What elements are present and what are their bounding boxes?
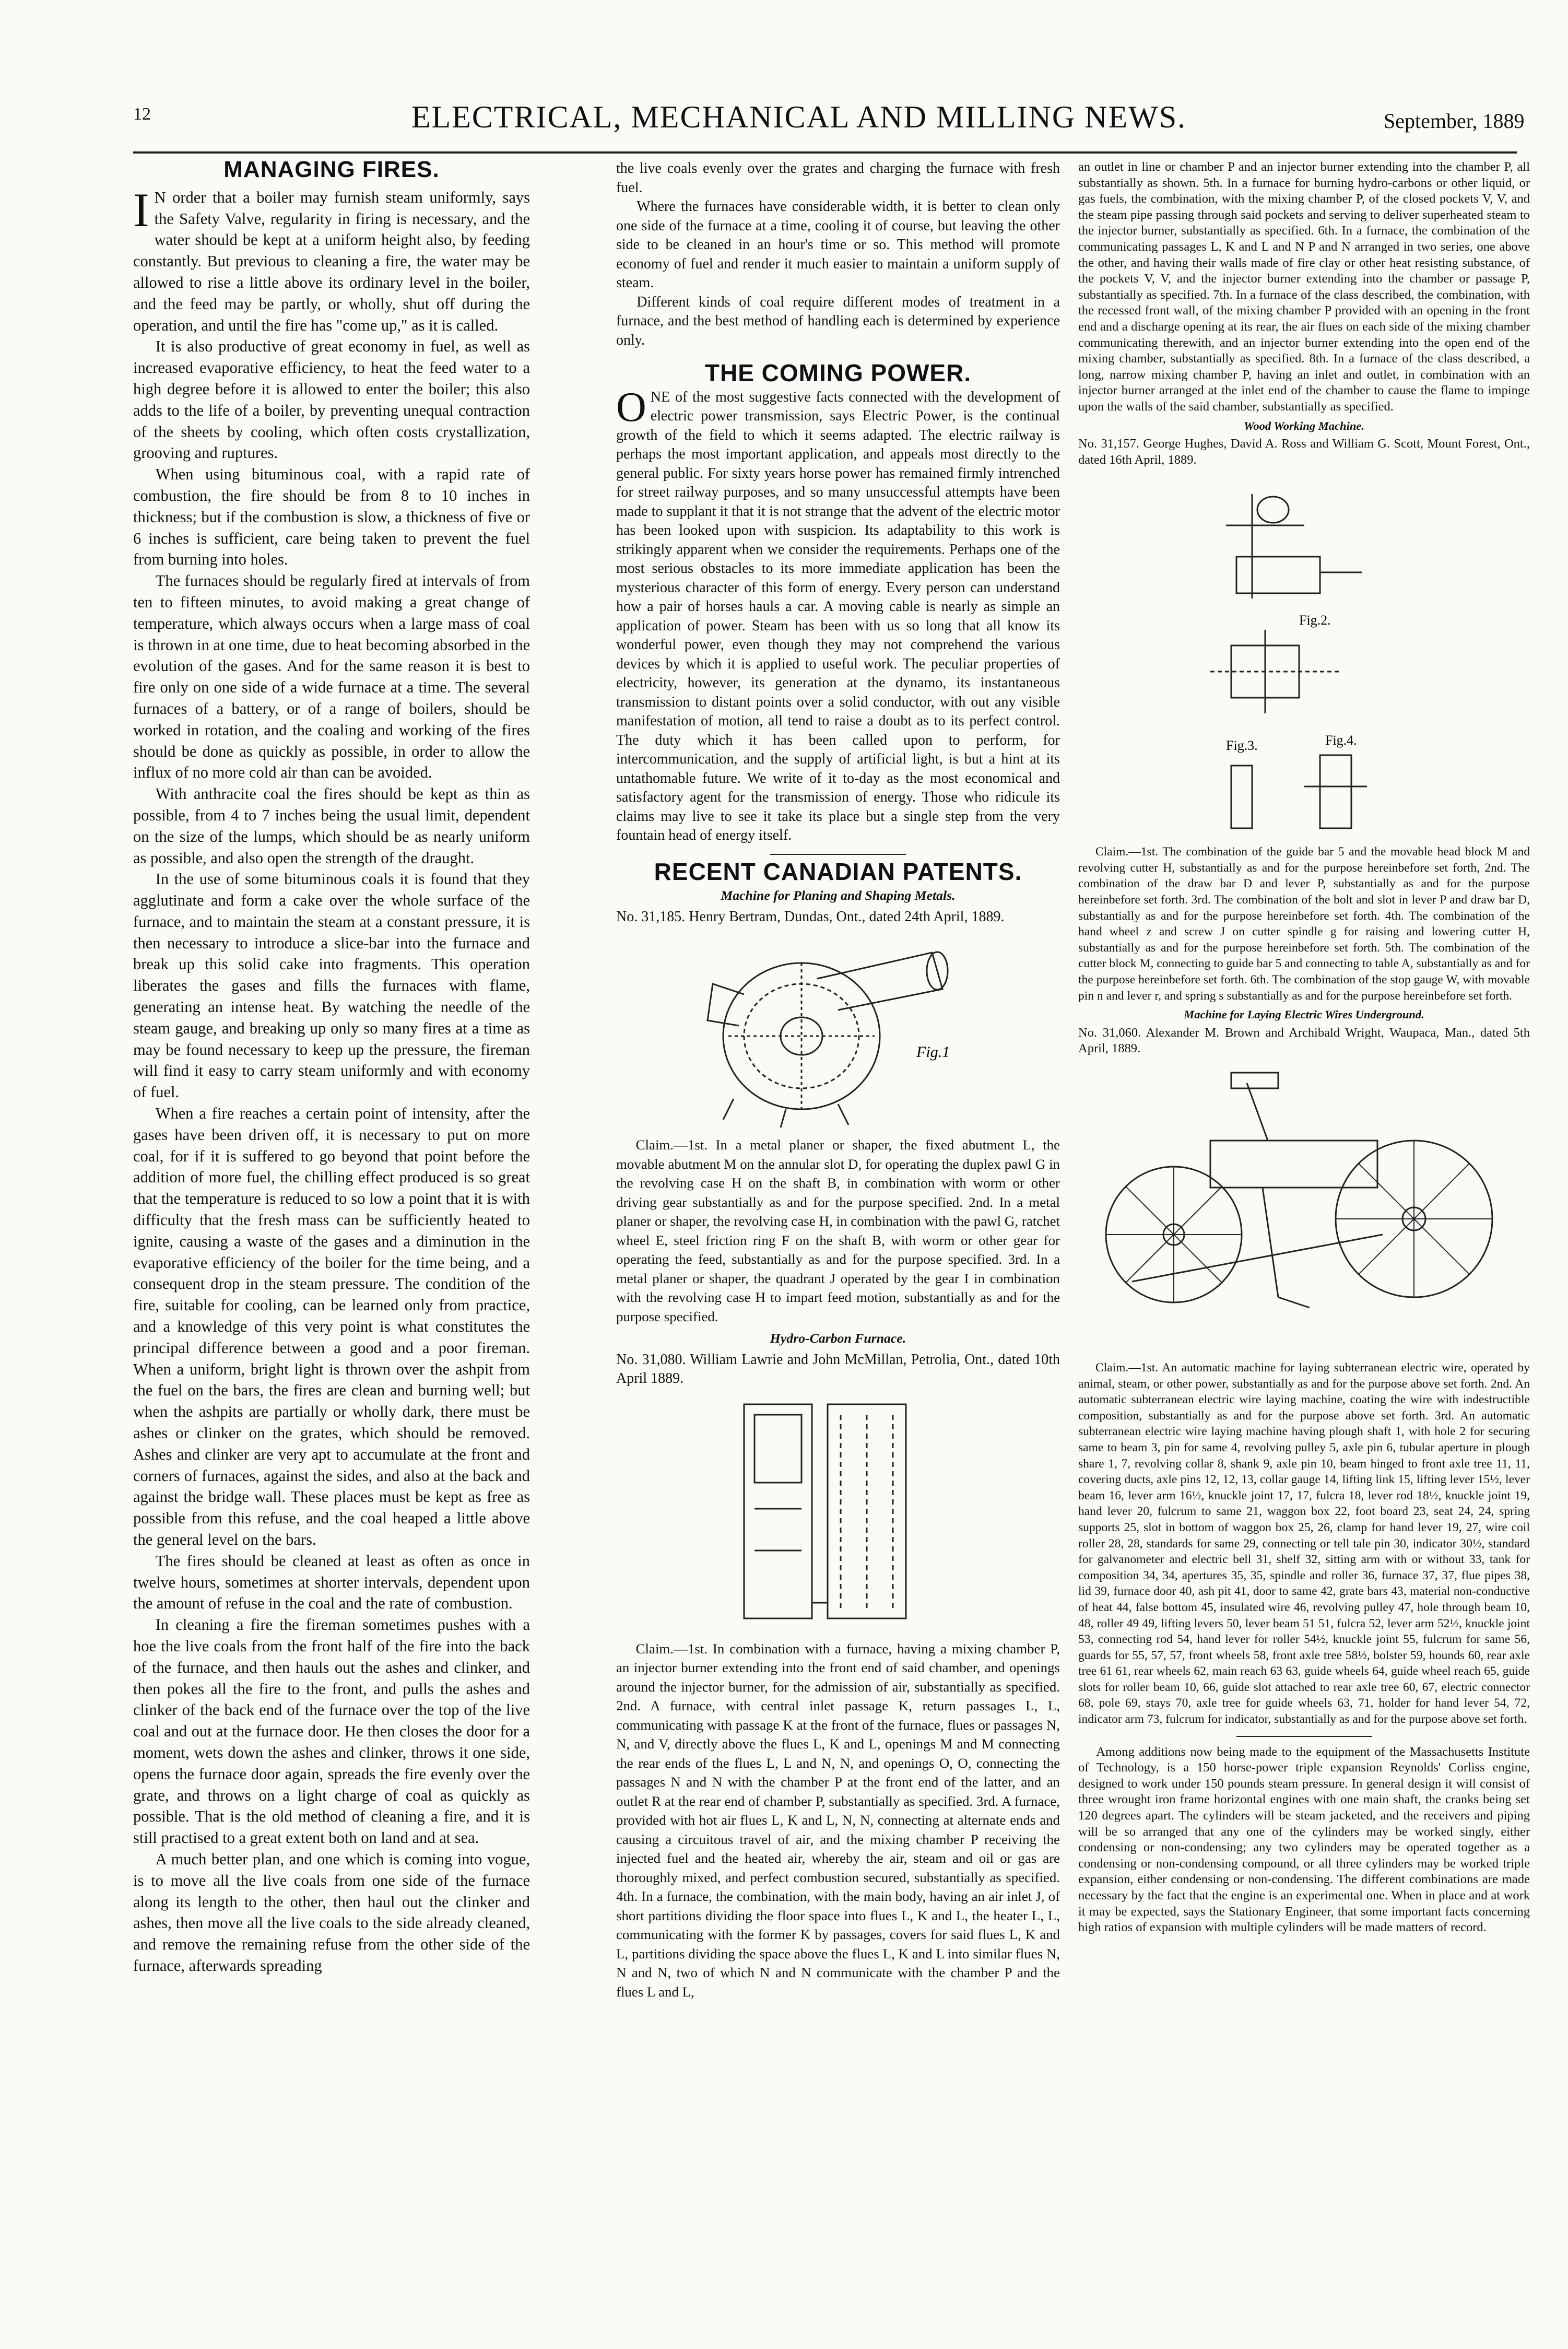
planing-title: Machine for Planing and Shaping Metals. [721, 888, 956, 903]
wood-claim: Claim.—1st. The combination of the guide bar 5 and the movable head block M and revolving cutter H, substantially as and for the purpose hereinbefore set forth, 2nd. The combination of the draw bar D and lever P, substantially as and for the purpose hereinbefore set forth. 3rd. The combination of the bolt and slot in lever P and draw bar D, substantially as and for the purpose hereinbefore set forth. 4th. The combination of the hand wheel z and screw J on cutter spindle g for raising and lowering cutter H, substantially as and for the purpose hereinbefore set forth. 5th. The combination of the cutter block M, connecting to guide bar 5 and connecting to table A, substantially as and for the purpose hereinbefore set forth. 6th. The combination of the stop gauge W, with movable pin n and lever r, and spring s substantially as and for the purpose hereinbefore set forth. [1078, 845, 1530, 1003]
managing-fires-p8: The fires should be cleaned at least as often as once in twelve hours, sometimes at shorter intervals, dependent upon the amount of refuse in the coal and the rate of combustion. [133, 1552, 530, 1613]
column-2 [616, 159, 1060, 2345]
mass-tech-paragraph: Among additions now being made to the equipment of the Massachusetts Institute of Technology, is a 150 horse-power triple expansion Reynolds' Corliss engine, designed to work under 150 pounds steam pressure. In general design it will consist of three wrought iron frame horizontal engines with one main shaft, the cranks being set 120 degrees apart. The cylinders will be steam jacketed, and the receivers and piping will be so arranged that any one of the cylinders may be worked singly, either condensing or non-condensing; any two cylinders may be operated together as a condensing or non-condensing compound, or all three cylinders may be worked triple expansion, either condensing or non-condensing. The different combinations are made necessary by the fact that the engine is an experimental one. When in place and at work it may be expected, says the Stationary Engineer, that some important facts concerning high ratios of expansion with multiple cylinders will be made matters of record. [1078, 1744, 1530, 1935]
newspaper-title: ELECTRICAL, MECHANICAL AND MILLING NEWS. [411, 100, 1187, 134]
page-number: 12 [133, 104, 151, 124]
managing-fires-heading: MANAGING FIRES. [223, 159, 440, 182]
furnace-title: Hydro-Carbon Furnace. [770, 1331, 906, 1346]
managing-fires-p1: I N order that a boiler may furnish steam uniformly, says the Safety Valve, regularity in firing is necessary, and the water should be kept at a uniform height also, by feeding constantly. But previous to cleaning a fire, the water may be allowed to rise a little above its ordinary level in the boiler, and the feed may be partly, or wholly, shut off during the operation, and until the fire has "come up," as it is called. [133, 183, 530, 334]
coming-power-heading: THE COMING POWER. [704, 359, 972, 386]
fig-3-label: Fig.3. [1225, 738, 1258, 754]
issue-date: September, 1889 [1384, 109, 1525, 133]
planing-patent-number: No. 31,185. Henry Bertram, Dundas, Ont., dated 24th April, 1889. [616, 908, 1005, 925]
furnace-patent-number: No. 31,080. William Lawrie and John McMillan, Petrolia, Ont., dated 10th April 1889. [616, 1351, 1060, 1387]
managing-fires-p13: Different kinds of coal require different modes of treatment in a furnace, and the best method of handling each is determined by experience only. [616, 293, 1060, 348]
coming-power-text: ONE of the most suggestive facts connected with the development of electric power transmission, says Electric Power, is the continual growth of the field to which it seems adapted. The electric railway is perhaps the most important application, and appeals most directly to the general public. For sixty years horse power has remained firmly intrenched for street railway purposes, and so many unsuccessful attempts have been made to supplant it that it is not strange that the advent of the electric motor has been looked upon with suspicion. Its adaptability to this work is strikingly apparent when we consider the requirements. Perhaps one of the most serious obstacles to its more immediate application has been the mysterious character of this form of energy. Every person can understand how a pair of horses hauls a car. A moving cable is nearly as simple an application of power. Steam has been with us so long that all know its wonderful power, even though they may not comprehend the various devices by which it is applied to useful work. The peculiar properties of electricity, however, its generation at the dynamo, its instantaneous transmission to distant points over a solid conductor, with out any visible manifestation of motion, all tend to raise a doubt as to its perfect control. The duty which it has been called upon to perform, for intercommunication, and the supply of artificial light, is but a hint at its untathomable future. We write of it to-day as the most economical and satisfactory agent for the transmission of energy. Those who ridicule its claims may live to see it take its place but a single step from the very fountain head of energy itself. [616, 384, 1060, 843]
managing-fires-p4: The furnaces should be regularly fired at intervals of from ten to fifteen minutes, to avoid making a great change of temperature, which always occurs when a large mass of coal is thrown in at one time, due to heat becoming absorbed in the evolution of the gases. And for the same reason it is best to fire only on one side of a wide furnace at a time. The several furnaces of a battery, or of a range of boilers, should be worked in rotation, and the coaling and working of the fires should be done as quickly as possible, in order to allow the influx of no more cold air than can be avoided. [133, 572, 530, 782]
page-header [0, 99, 1568, 146]
furnace-illustration [728, 1394, 948, 1634]
column-1 [133, 159, 530, 2345]
managing-fires-p10: A much better plan, and one which is coming into vogue, is to move all the live coals from one side of the furnace along its length to the other, then haul out the clinker and ashes, then move all the live coals to the side already cleaned, and remove the remaining refuse from the other side of the furnace, afterwards spreading [133, 1850, 530, 1975]
fig-2-label: Fig.2. [1299, 613, 1331, 628]
managing-fires-p7: When a fire reaches a certain point of intensity, after the gases have been driven off, it is necessary to put on more coal, for if it is suffered to go beyond that point before the addition of more fuel, the chilling effect produced is so great that the temperature is reduced to so low a point that it is with difficulty that the fresh mass can be sufficiently heated to ignite, causing a waste of the gases and a diminution in the evaporative efficiency of the boiler for the time being, and a consequent drop in the steam pressure. The condition of the fire, suitable for cooling, can be learned only from practice, and a knowledge of this very point is what constitutes the principal difference between a good and a poor fireman. When a uniform, bright light is thrown over the ashpit from the fuel on the bars, the fires are clean and burning well; but when the ashpits are partially or wholly dark, there must be ashes or clinker on the grates, which should be removed. Ashes and clinker are very apt to accumulate at the front and corners of furnaces, against the sides, and also at the back and against the bridge wall. These places must be kept as free as possible from this refuse, and the coal heaped a little above the general level on the bars. [133, 1105, 530, 1548]
laying-patent-number: No. 31,060. Alexander M. Brown and Archibald Wright, Waupaca, Man., dated 5th April, 1889. [1078, 1025, 1530, 1056]
planing-machine-illustration [681, 932, 995, 1130]
managing-fires-p12: Where the furnaces have considerable width, it is better to clean only one side of the furnace at a time, cooling it of course, but leaving the other side to be cleaned in an hour's time or so. This method will promote economy of fuel and render it much easier to maintain a uniform supply of steam. [616, 198, 1060, 291]
laying-title: Machine for Laying Electric Wires Underground. [1184, 1008, 1424, 1021]
laying-claim: Claim.—1st. An automatic machine for laying subterranean electric wire, operated by animal, steam, or other power, substantially as and for the purpose above set forth. 2nd. An automatic subterranean electric wire laying machine, coating the wire with indestructible composition, substantially as and for the purpose above set forth. 3rd. An automatic subterranean electric wire laying machine having plough shaft 1, with hole 2 for securing same to beam 3, pin for same 4, revolving pulley 5, axle pin 6, tubular aperture in plough share 1, 7, revolving collar 8, shank 9, axle pin 10, beam hinged to front axle tree 11, 11, covering ducts, axle pins 12, 12, 13, collar gauge 14, lifting link 15, lifting lever 15½, lever beam 16, lever arm 16½, knuckle joint 17, 17, fulcra 18, lever rod 18½, knuckle joint 19, hand lever 20, fulcrum to same 21, waggon box 22, foot board 23, seat 24, 24, spring supports 25, slot in bottom of waggon box 25, 26, clamp for hand lever 19, 27, wire coil roller 28, 28, standards for same 29, connecting or tell tale pin 30, indicator 30½, standard for galvanometer and electric bell 31, shelf 32, sitting arm with or without 33, tank for composition 34, 34, apertures 35, 35, spindle and roller 36, furnace 37, 37, flue pipes 38, lid 39, furnace door 40, ash pit 41, door to same 42, grate bars 43, material non-conductive of heat 44, false bottom 45, insulated wire 46, revolving pulley 47, hole through beam 10, 48, roller 49 49, lifting levers 50, lever beam 51 51, fulcra 52, lever arm 52½, knuckle joint 53, connecting rod 54, hand lever for roller 54½, knuckle joint 55, fulcrum for same 56, guards for 55, 57, 57, front wheels 58, front axle tree 58½, bolster 59, hounds 60, rear axle tree 61 61, rear wheels 62, main reach 63 63, guide wheels 64, guide wheel reach 65, guide slots for roller beam 10, 66, guide slot attached to rear axle tree 60, 67, electric connector 68, pole 69, stays 70, axle tree for guide wheels 63, 71, holder for hand lever 54, 72, indicator arm 73, fulcrum for indicator, substantially as and for the purpose above set forth. [1078, 1361, 1530, 1726]
furnace-claim: Claim.—1st. In combination with a furnace, having a mixing chamber P, an injector burner extending into the front end of said chamber, and openings around the injector burner, for the admission of air, substantially as specified. 2nd. A furnace, with central inlet passage K, return passages L, L, communicating with passage K at the front of the furnace, flues or passages N, N, and V, directly above the flues L, K and L, openings M and M connecting the rear ends of the flues L, L and N, N, and openings O, O, connecting the passages N and N with the chamber P at the front end of the latter, and an outlet R at the rear end of chamber P, substantially as specified. 3rd. A furnace, provided with hot air flues L, K and L, N, N, connecting at alternate ends and causing a circuitous travel of air, and the mixing chamber P receiving the injected fuel and the heated air, whereby the air, steam and oil or gas are thoroughly mixed, and perfect combustion secured, substantially as specified. 4th. In a furnace, the combination, with the main body, having an air inlet J, of short partitions dividing the floor space into flues L, K and L, the heater L, L, communicating with the former K by passages, covers for said flues L, K and L, partitions dividing the space above the flues L, K and L into similar flues N, N and N, two of which N and N communicate with the chamber P and the flues L and L, [616, 1640, 1060, 2000]
furnace-claim-continued: an outlet in line or chamber P and an injector burner extending into the chamber P, all substantially as shown. 5th. In a furnace for burning hydro-carbons or other liquid, or gas fuels, the combination, with the mixing chamber P, of the closed pockets V, V, and the steam pipe passing through said pockets and serving to deliver superheated steam to the injector burner, substantially as specified. 6th. In a furnace, the combination of the communicating passages L, K and L and N P and N arranged in two series, one above the other, and having their walls made of fire clay or other heat resisting substance, of the pockets V, V, and the injector burner extending into the chamber or passage P, substantially as specified. 7th. In a furnace of the class described, the combination, with the recessed front wall, of the mixing chamber P provided with an opening in the front end and a discharge opening at its rear, the air flues on each side of the mixing chamber communicating therewith, and an injector burner extending into the open end of the mixing chamber, substantially as specified. 8th. In a furnace of the class described, a long, narrow mixing chamber P, having an inlet and outlet, in combination with an injector burner arranged at the inlet end of the chamber to cause the flame to impinge upon the walls of the said chamber, substantially as specified. [1078, 160, 1530, 414]
managing-fires-p2: It is also productive of great economy in fuel, as well as increased evaporative efficiency, to heat the feed water to a high degree before it is allowed to enter the boiler; this also adds to the life of a boiler, by preventing unequal contraction of the sheets by cooling, which often costs crystallization, grooving and ruptures. [133, 337, 530, 462]
managing-fires-p11: the live coals evenly over the grates and charging the furnace with fresh fuel. [616, 160, 1060, 196]
managing-fires-p9: In cleaning a fire the fireman sometimes pushes with a hoe the live coals from the front half of the fire into the back of the furnace, and then hauls out the ashes and clinker, and then pokes all the fire to the front, and pulls the ashes and clinker of the back end of the furnace over the top of the live coal and out at the furnace door. He then closes the door for a moment, wets down the ashes and clinker, throws it one side, opens the furnace door again, spreads the fire evenly over the grate, and throws on a light charge of coal as quickly as possible. That is the old method of cleaning a fire, and it is still practised to a great extent both on land and at sea. [133, 1616, 530, 1847]
managing-fires-p3: When using bituminous coal, with a rapid rate of combustion, the fire should be from 8 to 10 inches in thickness; but if the combustion is slow, a thickness of five or 6 inches is sufficient, care being taken to prevent the fuel from burning into holes. [133, 465, 530, 569]
wire-laying-machine-illustration [1090, 1062, 1518, 1355]
drop-cap: I [133, 183, 149, 237]
column-3 [1078, 159, 1530, 2345]
fig-4-label: Fig.4. [1325, 733, 1357, 748]
patents-heading: RECENT CANADIAN PATENTS. [654, 858, 1022, 885]
header-rule [133, 151, 1517, 154]
wood-patent-number: No. 31,157. George Hughes, David A. Ross and William G. Scott, Mount Forest, Ont., dated 16th April, 1889. [1078, 437, 1530, 467]
wood-working-machine-illustration [1169, 473, 1440, 839]
wood-title: Wood Working Machine. [1244, 419, 1364, 432]
managing-fires-p6: In the use of some bituminous coals it is found that they agglutinate and form a cake over the whole surface of the furnace, and to maintain the steam at a constant pressure, it is then necessary to introduce a slice-bar into the furnace and break up this solid cake into fragments. This operation liberates the gases and fills the furnaces with flame, generating an intense heat. By watching the needle of the steam gauge, and breaking up only so many fires at a time as may be found necessary to keep up the pressure, the fireman will find it easy to carry steam uniformly and with economy of fuel. [133, 870, 530, 1101]
fig-1-label: Fig.1 [916, 1043, 950, 1061]
section-divider [1236, 1736, 1372, 1737]
managing-fires-p5: With anthracite coal the fires should be kept as thin as possible, from 4 to 7 inches being the usual limit, dependent on the size of the lumps, which should be as nearly uniform as possible, and also open the strength of the draught. [133, 785, 530, 867]
section-divider [770, 854, 906, 855]
drop-cap: O [616, 384, 646, 430]
planing-claim: Claim.—1st. In a metal planer or shaper, the fixed abutment L, the movable abutment M on the annular slot D, for operating the duplex pawl G in the revolving case H on the shaft B, in combination with worm or other driving gear substantially as and for the purpose specified. 2nd. In a metal planer or shaper, the revolving case H, in combination with the pawl G, ratchet wheel E, steel friction ring F on the shaft B, with worm or other gear for operating the feed, substantially as and for the purpose specified. 3rd. In a metal planer or shaper, the quadrant J operated by the gear I in combination with the revolving case H to impart feed motion, substantially as and for the purpose specified. [616, 1137, 1060, 1324]
